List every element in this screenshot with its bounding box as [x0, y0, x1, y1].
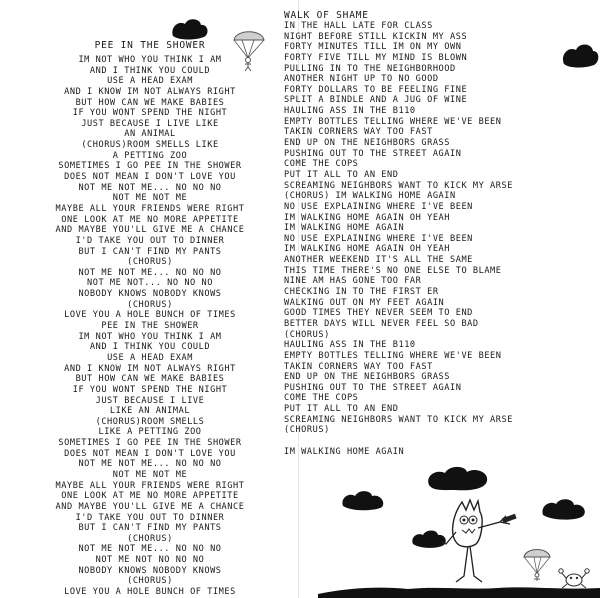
lyric-line: GOOD TIMES THEY NEVER SEEM TO END: [284, 308, 473, 319]
lyric-line: IN THE HALL LATE FOR CLASS: [284, 21, 433, 31]
lyric-line: NOBODY KNOWS NOBODY KNOWS: [78, 289, 222, 300]
cloud-icon: [340, 488, 386, 512]
lyric-line: AND I THINK YOU COULD: [89, 342, 211, 353]
lyric-line: PUT IT ALL TO AN END: [284, 169, 399, 180]
lyric-line: I'D TAKE YOU OUT TO DINNER: [75, 512, 225, 523]
lyrics-list-left: [0, 55, 300, 598]
lyric-line: AND I KNOW IM NOT ALWAYS RIGHT: [64, 363, 236, 374]
lyric-line: NIGHT BEFORE STILL KICKIN MY ASS: [284, 31, 468, 42]
lyric-line: NOT ME NOT ME: [112, 469, 188, 480]
lyric-line: IF YOU WONT SPEND THE NIGHT: [72, 108, 228, 119]
lyric-line: IM WALKING HOME AGAIN: [284, 446, 405, 457]
lyric-line: NOT ME NOT ME... NO NO NO: [78, 544, 222, 555]
lyric-line: BETTER DAYS WILL NEVER FEEL SO BAD: [284, 318, 479, 329]
lyric-line: USE A HEAD EXAM: [107, 76, 193, 87]
lyric-line: (CHORUS)ROOM SMELLS: [95, 416, 205, 427]
lyric-line: AND I THINK YOU COULD: [89, 65, 211, 76]
lyric-line: (CHORUS): [284, 425, 330, 436]
lyric-line: EMPTY BOTTLES TELLING WHERE WE'VE BEEN: [284, 116, 502, 127]
lyric-line: WALKING OUT ON MY FEET AGAIN: [284, 297, 445, 308]
lyric-line: NOT ME NOT ME... NO NO NO: [78, 182, 222, 193]
lyric-line: FORTY DOLLARS TO BE FEELING FINE: [284, 84, 468, 95]
lyric-line: JUST BECAUSE I LIVE LIKE: [81, 118, 219, 129]
lyric-line: NOT ME NOT NO NO NO: [95, 555, 205, 566]
lyric-line: PUT IT ALL TO AN END: [284, 404, 399, 415]
lyric-line: NO USE EXPLAINING WHERE I'VE BEEN: [284, 201, 473, 212]
lyric-line: BUT I CAN'T FIND MY PANTS: [78, 523, 222, 534]
lyric-line: DOES NOT MEAN I DON'T LOVE YOU: [64, 172, 236, 183]
lyric-line: (CHORUS): [127, 576, 173, 587]
lyric-line: LIKE A PETTING ZOO: [98, 427, 202, 438]
lyric-line: PUSHING OUT TO THE STREET AGAIN: [284, 382, 462, 393]
lyric-line: PULLING IN TO THE NEIGHBORHOOD: [284, 63, 456, 74]
lyric-line: SCREAMING NEIGHBORS WANT TO KICK MY ARSE: [284, 414, 513, 425]
lyric-line: (CHORUS): [127, 257, 173, 268]
lyric-line: MAYBE ALL YOUR FRIENDS WERE RIGHT: [55, 203, 245, 214]
lyric-line: SOMETIMES I GO PEE IN THE SHOWER: [58, 438, 242, 449]
lyric-line: NOT ME NOT... NO NO NO: [87, 278, 213, 289]
lyric-line: ANOTHER NIGHT UP TO NO GOOD: [284, 74, 439, 85]
lyric-line: THIS TIME THERE'S NO ONE ELSE TO BLAME: [284, 265, 502, 276]
lyric-line: EMPTY BOTTLES TELLING WHERE WE'VE BEEN: [284, 350, 502, 361]
lyric-line: NOBODY KNOWS NOBODY KNOWS: [78, 565, 222, 576]
lyric-line: (CHORUS)ROOM SMELLS LIKE: [81, 140, 219, 151]
lyric-line: FORTY MINUTES TILL IM ON MY OWN: [284, 42, 462, 53]
lyric-line: ONE LOOK AT ME NO MORE APPETITE: [61, 491, 239, 502]
lyric-line: PEE IN THE SHOWER: [101, 321, 199, 332]
lyric-line: MAYBE ALL YOUR FRIENDS WERE RIGHT: [55, 480, 245, 491]
lyric-line: LOVE YOU A HOLE BUNCH OF TIMES: [64, 587, 236, 598]
lyric-line: PUSHING OUT TO THE STREET AGAIN: [284, 148, 462, 159]
lyric-line: DOES NOT MEAN I DON'T LOVE YOU: [64, 448, 236, 459]
song-title-pee-in-the-shower: PEE IN THE SHOWER: [94, 40, 206, 51]
lyric-line: CHECKING IN TO THE FIRST ER: [284, 287, 439, 298]
lyric-line: JUST BECAUSE I LIVE: [95, 395, 205, 406]
lyric-line: NINE AM HAS GONE TOO FAR: [284, 276, 422, 287]
lyric-line: IM WALKING HOME AGAIN OH YEAH: [284, 212, 450, 223]
lyric-line: HAULING ASS IN THE B110: [284, 340, 416, 351]
lyric-line: NOT ME NOT ME... NO NO NO: [78, 267, 222, 278]
song-title-walk-of-shame: WALK OF SHAME: [284, 10, 369, 21]
lyric-line: AN ANIMAL: [124, 129, 176, 140]
lyric-line: HAULING ASS IN THE B110: [284, 106, 416, 117]
lyric-line: END UP ON THE NEIGHBORS GRASS: [284, 138, 450, 149]
lyric-line: (CHORUS): [127, 299, 173, 310]
lyric-line: (CHORUS): [284, 329, 330, 340]
lyric-line: NOT ME NOT ME... NO NO NO: [78, 459, 222, 470]
lyric-line: LOVE YOU A HOLE BUNCH OF TIMES: [64, 310, 236, 321]
lyric-line: END UP ON THE NEIGHBORS GRASS: [284, 372, 450, 383]
lyrics-list-right: [284, 21, 594, 457]
ground-icon: [318, 584, 600, 598]
lyric-line: NOT ME NOT ME: [112, 193, 188, 204]
lyric-line: AND MAYBE YOU'LL GIVE ME A CHANCE: [55, 225, 245, 236]
lyric-line: USE A HEAD EXAM: [107, 352, 193, 363]
lyric-line: BUT HOW CAN WE MAKE BABIES: [75, 374, 225, 385]
lyric-line: TAKIN CORNERS WAY TOO FAST: [284, 127, 433, 138]
lyric-line: (CHORUS) IM WALKING HOME AGAIN: [284, 191, 456, 202]
cloud-icon: [170, 16, 210, 42]
lyric-line: IM WALKING HOME AGAIN: [284, 223, 405, 234]
lyric-line: BUT I CAN'T FIND MY PANTS: [78, 246, 222, 257]
lyric-line: NO USE EXPLAINING WHERE I'VE BEEN: [284, 233, 473, 244]
lyric-line: (CHORUS): [127, 533, 173, 544]
lyric-line: A PETTING ZOO: [112, 150, 188, 161]
monster-icon: [440, 498, 530, 590]
lyric-line: AND I KNOW IM NOT ALWAYS RIGHT: [64, 86, 236, 97]
lyric-line: LIKE AN ANIMAL: [109, 406, 191, 417]
lyric-line: I'D TAKE YOU OUT TO DINNER: [75, 235, 225, 246]
lyric-line: AND MAYBE YOU'LL GIVE ME A CHANCE: [55, 501, 245, 512]
lyric-line: BUT HOW CAN WE MAKE BABIES: [75, 97, 225, 108]
lyric-line: IM NOT WHO YOU THINK I AM: [78, 331, 222, 342]
lyric-line: IF YOU WONT SPEND THE NIGHT: [72, 384, 228, 395]
lyric-line: SCREAMING NEIGHBORS WANT TO KICK MY ARSE: [284, 180, 513, 191]
lyric-line: IM NOT WHO YOU THINK I AM: [78, 55, 222, 65]
cloud-icon: [425, 463, 491, 493]
cloud-icon: [540, 496, 588, 522]
lyric-line: COME THE COPS: [284, 159, 359, 170]
lyric-line: TAKIN CORNERS WAY TOO FAST: [284, 361, 433, 372]
lyric-line: ONE LOOK AT ME NO MORE APPETITE: [61, 214, 239, 225]
lyric-line: FORTY FIVE TILL MY MIND IS BLOWN: [284, 52, 468, 63]
parachute-icon: [522, 545, 552, 585]
lyric-line: [284, 436, 594, 447]
lyric-line: COME THE COPS: [284, 393, 359, 404]
lyric-line: SPLIT A BINDLE AND A JUG OF WINE: [284, 95, 468, 106]
lyric-line: ANOTHER WEEKEND IT'S ALL THE SAME: [284, 255, 473, 266]
lyric-line: IM WALKING HOME AGAIN OH YEAH: [284, 244, 450, 255]
lyric-line: SOMETIMES I GO PEE IN THE SHOWER: [58, 161, 242, 172]
